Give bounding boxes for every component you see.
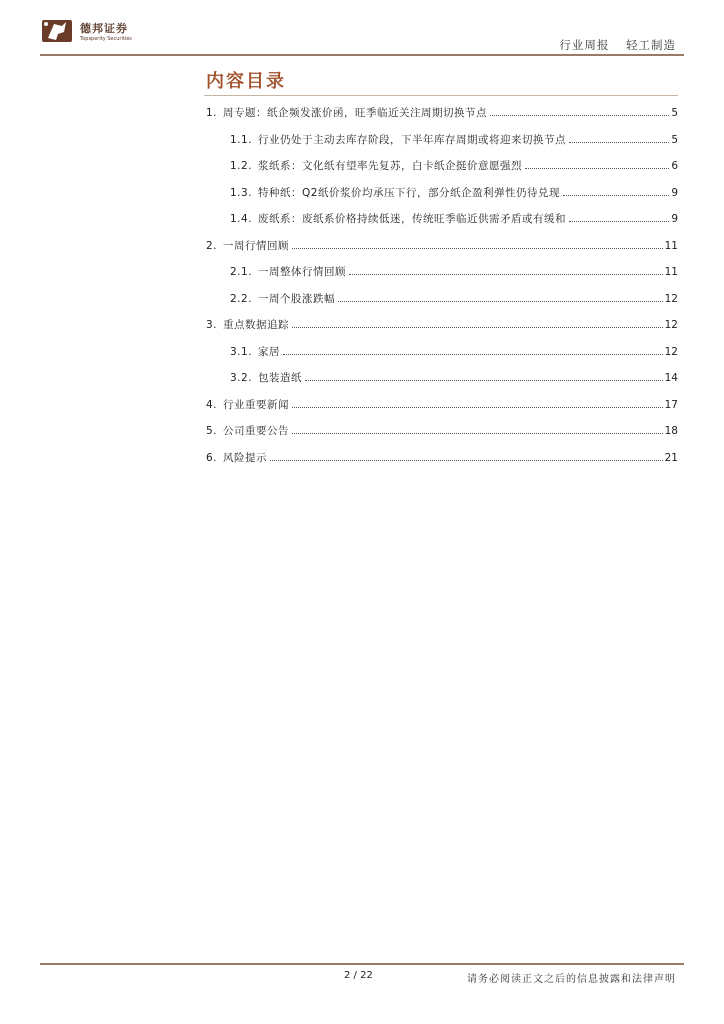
toc-entry[interactable] bbox=[206, 211, 678, 238]
toc-entry-page: 11 bbox=[664, 266, 678, 278]
toc-entry-label bbox=[230, 291, 335, 306]
toc-entry-label bbox=[206, 105, 487, 120]
company-logo bbox=[40, 16, 140, 48]
toc-entry-label bbox=[206, 317, 289, 332]
toc-entry-number: 1.2. bbox=[230, 160, 253, 172]
toc-entry-text: 周专题：纸企频发涨价函，旺季临近关注周期切换节点 bbox=[223, 107, 488, 119]
toc-entry-page: 5 bbox=[671, 133, 678, 146]
toc-entry[interactable] bbox=[206, 423, 678, 450]
toc-leader-dots bbox=[338, 301, 663, 302]
toc-entry-text: 废纸系：废纸系价格持续低迷，传统旺季临近供需矛盾或有缓和 bbox=[258, 213, 567, 225]
toc-entry-text: 行业重要新闻 bbox=[223, 398, 290, 411]
toc-entry-text: 浆纸系：文化纸有望率先复苏，白卡纸企挺价意愿强烈 bbox=[258, 160, 523, 172]
toc-entry[interactable] bbox=[206, 370, 678, 397]
toc-title: 内容目录 bbox=[206, 71, 286, 92]
toc-entry[interactable] bbox=[206, 450, 678, 477]
toc-entry-label bbox=[206, 238, 289, 253]
toc-entry-number: 1.1. bbox=[230, 133, 253, 146]
brand-name-cn: 德邦证券 bbox=[80, 22, 128, 35]
toc-entry-label bbox=[206, 423, 289, 438]
toc-entry-page: 11 bbox=[664, 239, 678, 252]
toc-entry-page: 14 bbox=[664, 372, 678, 384]
toc-entry-label bbox=[230, 264, 346, 279]
toc-leader-dots bbox=[569, 142, 669, 143]
toc-entry-number: 3.1. bbox=[230, 345, 253, 358]
toc-leader-dots bbox=[270, 460, 663, 461]
toc-entry[interactable] bbox=[206, 317, 678, 344]
toc-entry-text: 公司重要公告 bbox=[223, 425, 290, 437]
toc-entry-number: 1.3. bbox=[230, 186, 253, 199]
toc-leader-dots bbox=[283, 354, 663, 355]
toc-entry-number: 2.1. bbox=[230, 266, 253, 278]
toc-title-divider bbox=[204, 95, 678, 96]
toc-entry-page: 18 bbox=[664, 425, 678, 437]
toc-entry-label bbox=[230, 132, 566, 147]
toc-entry[interactable] bbox=[206, 158, 678, 185]
toc-entry-text: 一周整体行情回顾 bbox=[258, 266, 347, 278]
toc-entry-label bbox=[206, 397, 289, 412]
toc-entry-page: 6 bbox=[671, 160, 678, 172]
header-divider bbox=[40, 54, 684, 56]
toc-entry-page: 21 bbox=[664, 451, 678, 464]
toc-entry-number: 3.2. bbox=[230, 372, 253, 384]
toc-entry-label bbox=[230, 344, 280, 359]
toc-entry[interactable] bbox=[206, 132, 678, 159]
toc-entry-text: 重点数据追踪 bbox=[223, 319, 290, 331]
toc-leader-dots bbox=[569, 221, 669, 222]
toc-entry-text: 风险提示 bbox=[223, 451, 268, 464]
toc-entry-page: 17 bbox=[664, 398, 678, 411]
toc-entry-page: 12 bbox=[664, 319, 678, 331]
toc-entry-text: 家居 bbox=[258, 345, 281, 358]
toc-entry-number: 2. bbox=[206, 239, 218, 252]
toc-entry-page: 5 bbox=[671, 107, 678, 119]
toc-entry[interactable] bbox=[206, 291, 678, 318]
toc-entry-number: 1.4. bbox=[230, 213, 253, 225]
toc-entry[interactable] bbox=[206, 344, 678, 371]
toc-entry-number: 3. bbox=[206, 319, 218, 331]
toc-leader-dots bbox=[305, 380, 663, 381]
table-of-contents bbox=[206, 105, 678, 476]
sector-name: 轻工制造 bbox=[626, 38, 676, 52]
toc-entry-number: 1. bbox=[206, 107, 218, 119]
toc-leader-dots bbox=[292, 327, 663, 328]
toc-entry-page: 12 bbox=[664, 345, 678, 358]
toc-entry-label bbox=[230, 158, 522, 173]
brand-name-en: Topsperity Securities bbox=[80, 36, 132, 42]
toc-leader-dots bbox=[292, 407, 663, 408]
toc-entry-page: 9 bbox=[671, 213, 678, 225]
report-type: 行业周报 bbox=[559, 38, 610, 52]
footer-divider bbox=[40, 963, 684, 965]
toc-leader-dots bbox=[292, 248, 663, 249]
toc-entry-text: 一周个股涨跌幅 bbox=[258, 292, 336, 305]
toc-leader-dots bbox=[490, 115, 669, 116]
toc-entry[interactable] bbox=[206, 105, 678, 132]
toc-entry-text: 包装造纸 bbox=[258, 372, 303, 384]
toc-entry-page: 9 bbox=[671, 186, 678, 199]
toc-leader-dots bbox=[292, 433, 663, 434]
toc-entry-number: 6. bbox=[206, 451, 218, 464]
toc-leader-dots bbox=[563, 195, 669, 196]
toc-entry[interactable] bbox=[206, 397, 678, 424]
toc-entry-text: 一周行情回顾 bbox=[223, 239, 290, 252]
toc-entry-page: 12 bbox=[664, 292, 678, 305]
toc-entry[interactable] bbox=[206, 185, 678, 212]
toc-leader-dots bbox=[525, 168, 669, 169]
logo-mark-icon bbox=[40, 16, 74, 46]
toc-entry-number: 4. bbox=[206, 398, 218, 411]
toc-entry-label bbox=[230, 370, 302, 385]
toc-entry[interactable] bbox=[206, 264, 678, 291]
page-number: 2 / 22 bbox=[344, 970, 373, 981]
toc-entry-text: 行业仍处于主动去库存阶段，下半年库存周期或将迎来切换节点 bbox=[258, 133, 567, 146]
header-right bbox=[559, 37, 676, 53]
toc-entry-number: 5. bbox=[206, 425, 218, 437]
footer-disclaimer: 请务必阅读正文之后的信息披露和法律声明 bbox=[467, 974, 676, 985]
toc-entry-label bbox=[230, 185, 560, 200]
toc-entry[interactable] bbox=[206, 238, 678, 265]
toc-entry-label bbox=[206, 450, 267, 465]
toc-entry-label bbox=[230, 211, 566, 226]
toc-entry-number: 2.2. bbox=[230, 292, 253, 305]
toc-leader-dots bbox=[349, 274, 663, 275]
toc-entry-text: 特种纸：Q2纸价浆价均承压下行，部分纸企盈利弹性仍待兑现 bbox=[258, 186, 560, 199]
